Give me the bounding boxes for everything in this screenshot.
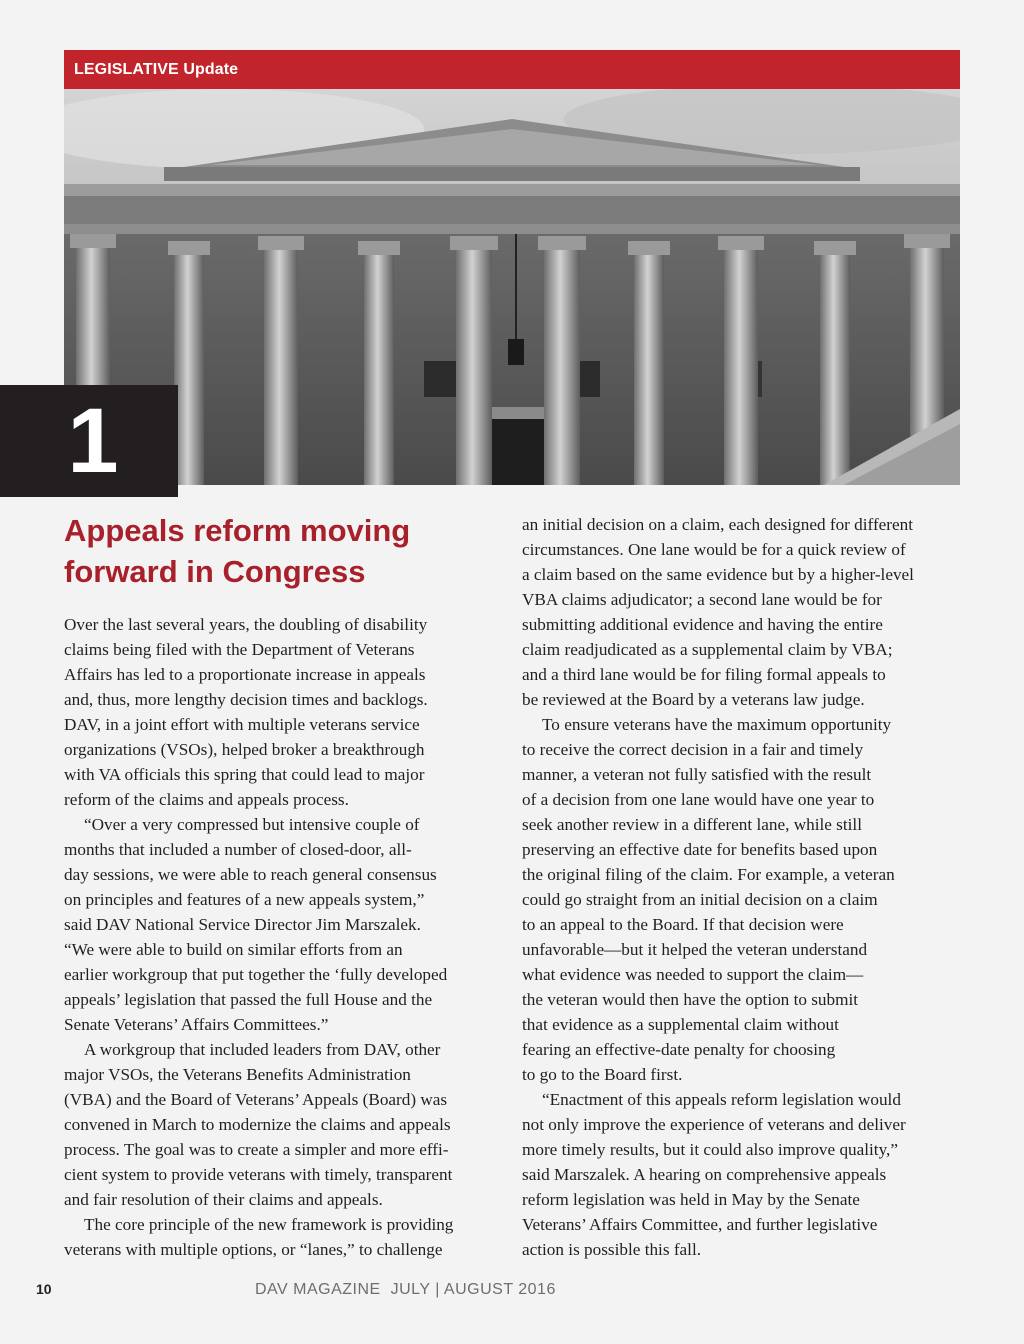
right-column — [522, 512, 962, 1262]
article-number-badge — [0, 385, 178, 497]
paragraph: A workgroup that included leaders from DAV, other major VSOs, the Veterans Benefits Administration (VBA) and the Board of Veterans’ Appeals (Board) was convened in March to modernize the claims and appeals process. The goal was to create a simpler and more effi- cient system to provide veterans with timely, transparent and fair resolution of their claims and appeals. — [64, 1040, 453, 1209]
article-headline: Appeals reform moving forward in Congress — [64, 513, 411, 589]
page-number: 10 — [36, 1281, 52, 1297]
paragraph: an initial decision on a claim, each designed for different circumstances. One lane would be for a quick review of a claim based on the same evidence but by a higher-level VBA claims adjudicator; a second lane would be for submitting additional evidence and having the entire claim readjudicated as a supplemental claim by VBA; and a third lane would be for filing formal appeals to be reviewed at the Board by a veterans law judge. — [522, 515, 914, 709]
paragraph: Over the last several years, the doubling of disability claims being filed with the Department of Veterans Affairs has led to a proportionate increase in appeals and, thus, more lengthy decision times and backlogs. DAV, in a joint effort with multiple veterans service organizations (VSOs), helped broker a breakthrough with VA officials this spring that could lead to major reform of the claims and appeals process. — [64, 615, 428, 809]
section-label: LEGISLATIVE Update — [74, 60, 239, 78]
paragraph: The core principle of the new framework is providing veterans with multiple options, or “lanes,” to challenge — [64, 1215, 454, 1259]
paragraph: “Over a very compressed but intensive couple of months that included a number of closed-door, all- day sessions, we were able to reach general consensus on principles and features of a new appeals system,” said DAV National Service Director Jim Marszalek. “We were able to build on similar efforts from an earlier workgroup that put together the ‘fully developed appeals’ legislation that passed the full House and the Senate Veterans’ Affairs Committees.” — [64, 815, 448, 1034]
left-column — [64, 612, 484, 1262]
paragraph: To ensure veterans have the maximum opportunity to receive the correct decision in a fair and timely manner, a veteran not fully satisfied with the result of a decision from one lane would have one year to seek another review in a different lane, while still preserving an effective date for benefits based upon the original filing of the claim. For example, a veteran could go straight from an initial decision on a claim to an appeal to the Board. If that decision were unfavorable—but it helped the veteran understand what evidence was needed to support the claim— the veteran would then have the option to submit that evidence as a supplemental claim without fearing an effective-date penalty for choosing to go to the Board first. — [522, 715, 895, 1084]
publication-info: DAV MAGAZINE JULY | AUGUST 2016 — [255, 1281, 556, 1298]
article-number: 1 — [67, 390, 119, 492]
paragraph: “Enactment of this appeals reform legislation would not only improve the experience of veterans and deliver more timely results, but it could also improve quality,” said Marszalek. A hearing on comprehensive appeals reform legislation was held in May by the Senate Veterans’ Affairs Committee, and further legislative action is possible this fall. — [522, 1090, 906, 1259]
section-header-bar — [64, 50, 960, 89]
capitol-building-photo — [64, 89, 960, 492]
page-footer — [0, 1281, 1024, 1303]
